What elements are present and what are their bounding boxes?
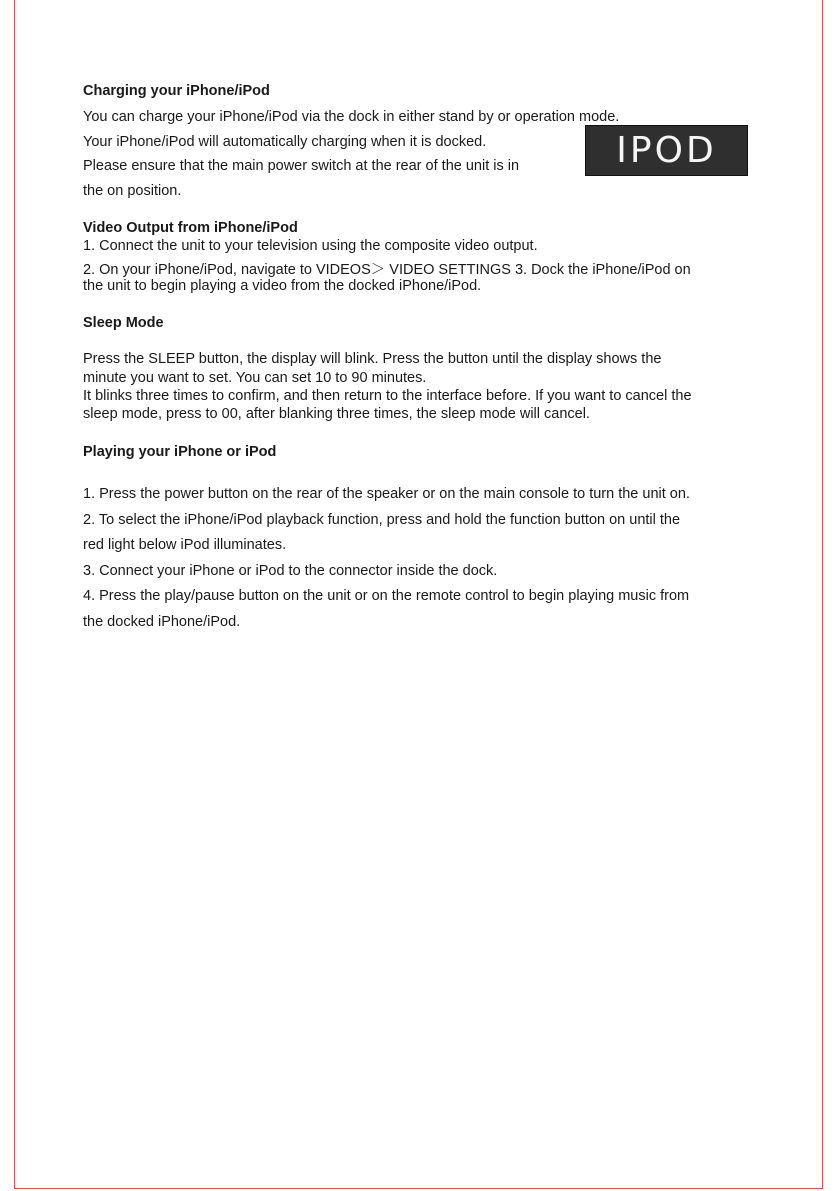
charging-line-1: You can charge your iPhone/iPod via the dock in either stand by or operation mode. — [83, 109, 620, 125]
charging-line-2: Your iPhone/iPod will automatically charging when it is docked. — [83, 134, 487, 150]
video-line-1: 1. Connect the unit to your television using the composite video output. — [83, 238, 538, 254]
video-line-3: the unit to begin playing a video from the docked iPhone/iPod. — [83, 278, 482, 294]
sleep-line-3: It blinks three times to confirm, and then return to the interface before. If you want to cancel the — [83, 388, 692, 404]
sleep-line-1: Press the SLEEP button, the display will blink. Press the button until the display shows the — [83, 351, 662, 367]
sleep-heading: Sleep Mode — [83, 315, 164, 331]
video-line-2: 2. On your iPhone/iPod, navigate to VIDEOS＞ VIDEO SETTINGS 3. Dock the iPhone/iPod on — [83, 262, 691, 278]
ipod-display-label: IPOD — [616, 130, 717, 171]
playing-heading: Playing your iPhone or iPod — [83, 444, 277, 460]
playing-line-5: 4. Press the play/pause button on the unit or on the remote control to begin playing music from — [83, 588, 690, 604]
playing-line-6: the docked iPhone/iPod. — [83, 614, 241, 630]
charging-line-4: the on position. — [83, 183, 182, 199]
charging-line-3: Please ensure that the main power switch at the rear of the unit is in — [83, 158, 520, 174]
playing-line-3: red light below iPod illuminates. — [83, 537, 287, 553]
video-heading: Video Output from iPhone/iPod — [83, 220, 298, 236]
playing-line-1: 1. Press the power button on the rear of the speaker or on the main console to turn the unit on. — [83, 486, 690, 502]
playing-line-2: 2. To select the iPhone/iPod playback function, press and hold the function button on until the — [83, 512, 681, 528]
sleep-line-2: minute you want to set. You can set 10 to 90 minutes. — [83, 370, 427, 386]
sleep-line-4: sleep mode, press to 00, after blanking three times, the sleep mode will cancel. — [83, 406, 590, 422]
charging-heading: Charging your iPhone/iPod — [83, 83, 270, 99]
playing-line-4: 3. Connect your iPhone or iPod to the connector inside the dock. — [83, 563, 498, 579]
ipod-display-image — [585, 125, 748, 176]
